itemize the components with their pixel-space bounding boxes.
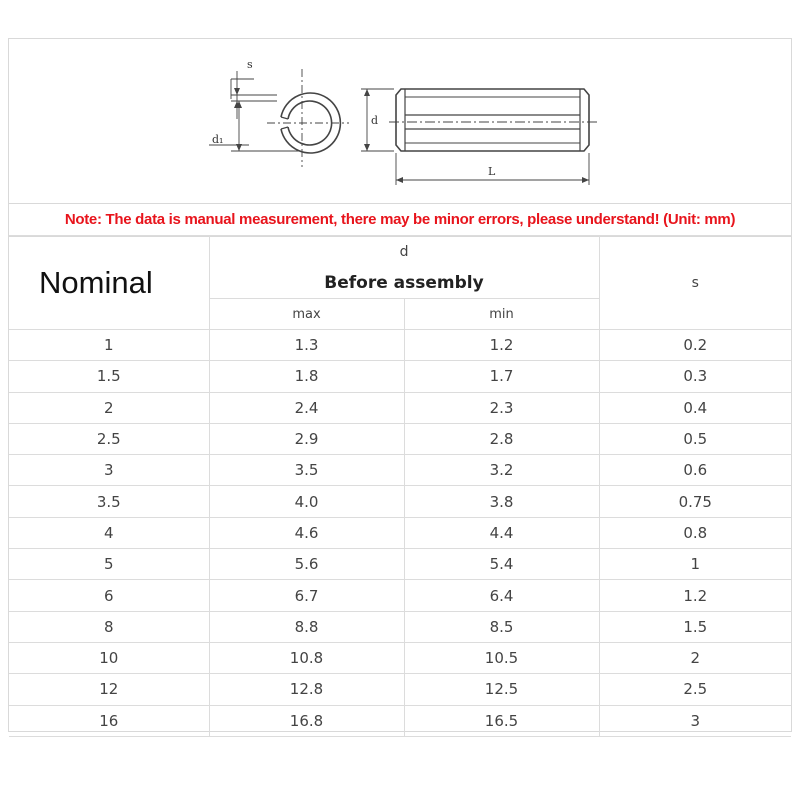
table-row xyxy=(9,642,791,673)
table-row xyxy=(9,705,791,736)
s-cell: 0.2 xyxy=(599,330,791,361)
min-cell: 5.4 xyxy=(404,549,599,580)
nominal-cell: 1 xyxy=(9,330,209,361)
min-cell: 1.7 xyxy=(404,361,599,392)
max-cell: 6.7 xyxy=(209,580,404,611)
min-cell: 16.5 xyxy=(404,705,599,736)
end-view-drawing xyxy=(209,69,349,167)
table-row xyxy=(9,486,791,517)
nominal-cell: 3.5 xyxy=(9,486,209,517)
min-cell: 10.5 xyxy=(404,642,599,673)
label-d1: d₁ xyxy=(212,133,224,146)
max-cell: 5.6 xyxy=(209,549,404,580)
table-row xyxy=(9,674,791,705)
nominal-cell: 6 xyxy=(9,580,209,611)
s-cell: 0.4 xyxy=(599,392,791,423)
min-header: min xyxy=(404,299,599,330)
max-cell: 4.0 xyxy=(209,486,404,517)
table-row xyxy=(9,361,791,392)
table-row xyxy=(9,455,791,486)
min-cell: 2.3 xyxy=(404,392,599,423)
nominal-cell: 1.5 xyxy=(9,361,209,392)
s-cell: 1.2 xyxy=(599,580,791,611)
s-cell: 3 xyxy=(599,705,791,736)
max-header: max xyxy=(209,299,404,330)
min-cell: 2.8 xyxy=(404,423,599,454)
s-cell: 2 xyxy=(599,642,791,673)
max-cell: 3.5 xyxy=(209,455,404,486)
max-cell: 8.8 xyxy=(209,611,404,642)
dimension-table xyxy=(9,235,791,737)
s-cell: 0.6 xyxy=(599,455,791,486)
spring-pin-drawing xyxy=(9,39,791,203)
min-cell: 4.4 xyxy=(404,517,599,548)
max-cell: 4.6 xyxy=(209,517,404,548)
max-cell: 1.8 xyxy=(209,361,404,392)
min-cell: 8.5 xyxy=(404,611,599,642)
d-header: d xyxy=(209,236,599,268)
min-cell: 12.5 xyxy=(404,674,599,705)
max-cell: 2.4 xyxy=(209,392,404,423)
s-cell: 1.5 xyxy=(599,611,791,642)
end-view-arrows xyxy=(234,88,242,151)
label-d: d xyxy=(371,114,379,127)
side-view-arrows xyxy=(364,89,589,183)
nominal-cell: 3 xyxy=(9,455,209,486)
side-view-drawing xyxy=(361,89,599,185)
nominal-cell: 8 xyxy=(9,611,209,642)
nominal-cell: 4 xyxy=(9,517,209,548)
nominal-cell: 12 xyxy=(9,674,209,705)
table-row xyxy=(9,423,791,454)
nominal-cell: 10 xyxy=(9,642,209,673)
nominal-cell: 16 xyxy=(9,705,209,736)
min-cell: 3.2 xyxy=(404,455,599,486)
s-cell: 0.75 xyxy=(599,486,791,517)
min-cell: 3.8 xyxy=(404,486,599,517)
s-cell: 0.3 xyxy=(599,361,791,392)
spec-sheet xyxy=(8,38,792,732)
max-cell: 2.9 xyxy=(209,423,404,454)
s-cell: 2.5 xyxy=(599,674,791,705)
table-row xyxy=(9,517,791,548)
s-cell: 1 xyxy=(599,549,791,580)
measurement-note: Note: The data is manual measurement, there may be minor errors, please understand! (Unit: mm) xyxy=(9,203,791,237)
nominal-cell: 2 xyxy=(9,392,209,423)
table-row xyxy=(9,611,791,642)
label-L: L xyxy=(488,165,496,178)
table-row xyxy=(9,330,791,361)
min-cell: 6.4 xyxy=(404,580,599,611)
min-cell: 1.2 xyxy=(404,330,599,361)
label-s: s xyxy=(247,58,253,71)
s-header: s xyxy=(599,236,791,330)
max-cell: 1.3 xyxy=(209,330,404,361)
table-row xyxy=(9,549,791,580)
nominal-header: Nominal xyxy=(39,264,153,300)
nominal-header-cell xyxy=(9,236,209,330)
max-cell: 12.8 xyxy=(209,674,404,705)
max-cell: 10.8 xyxy=(209,642,404,673)
s-cell: 0.5 xyxy=(599,423,791,454)
table-row xyxy=(9,392,791,423)
before-assembly-header: Before assembly xyxy=(209,267,599,299)
nominal-cell: 2.5 xyxy=(9,423,209,454)
nominal-cell: 5 xyxy=(9,549,209,580)
table-row xyxy=(9,580,791,611)
max-cell: 16.8 xyxy=(209,705,404,736)
s-cell: 0.8 xyxy=(599,517,791,548)
